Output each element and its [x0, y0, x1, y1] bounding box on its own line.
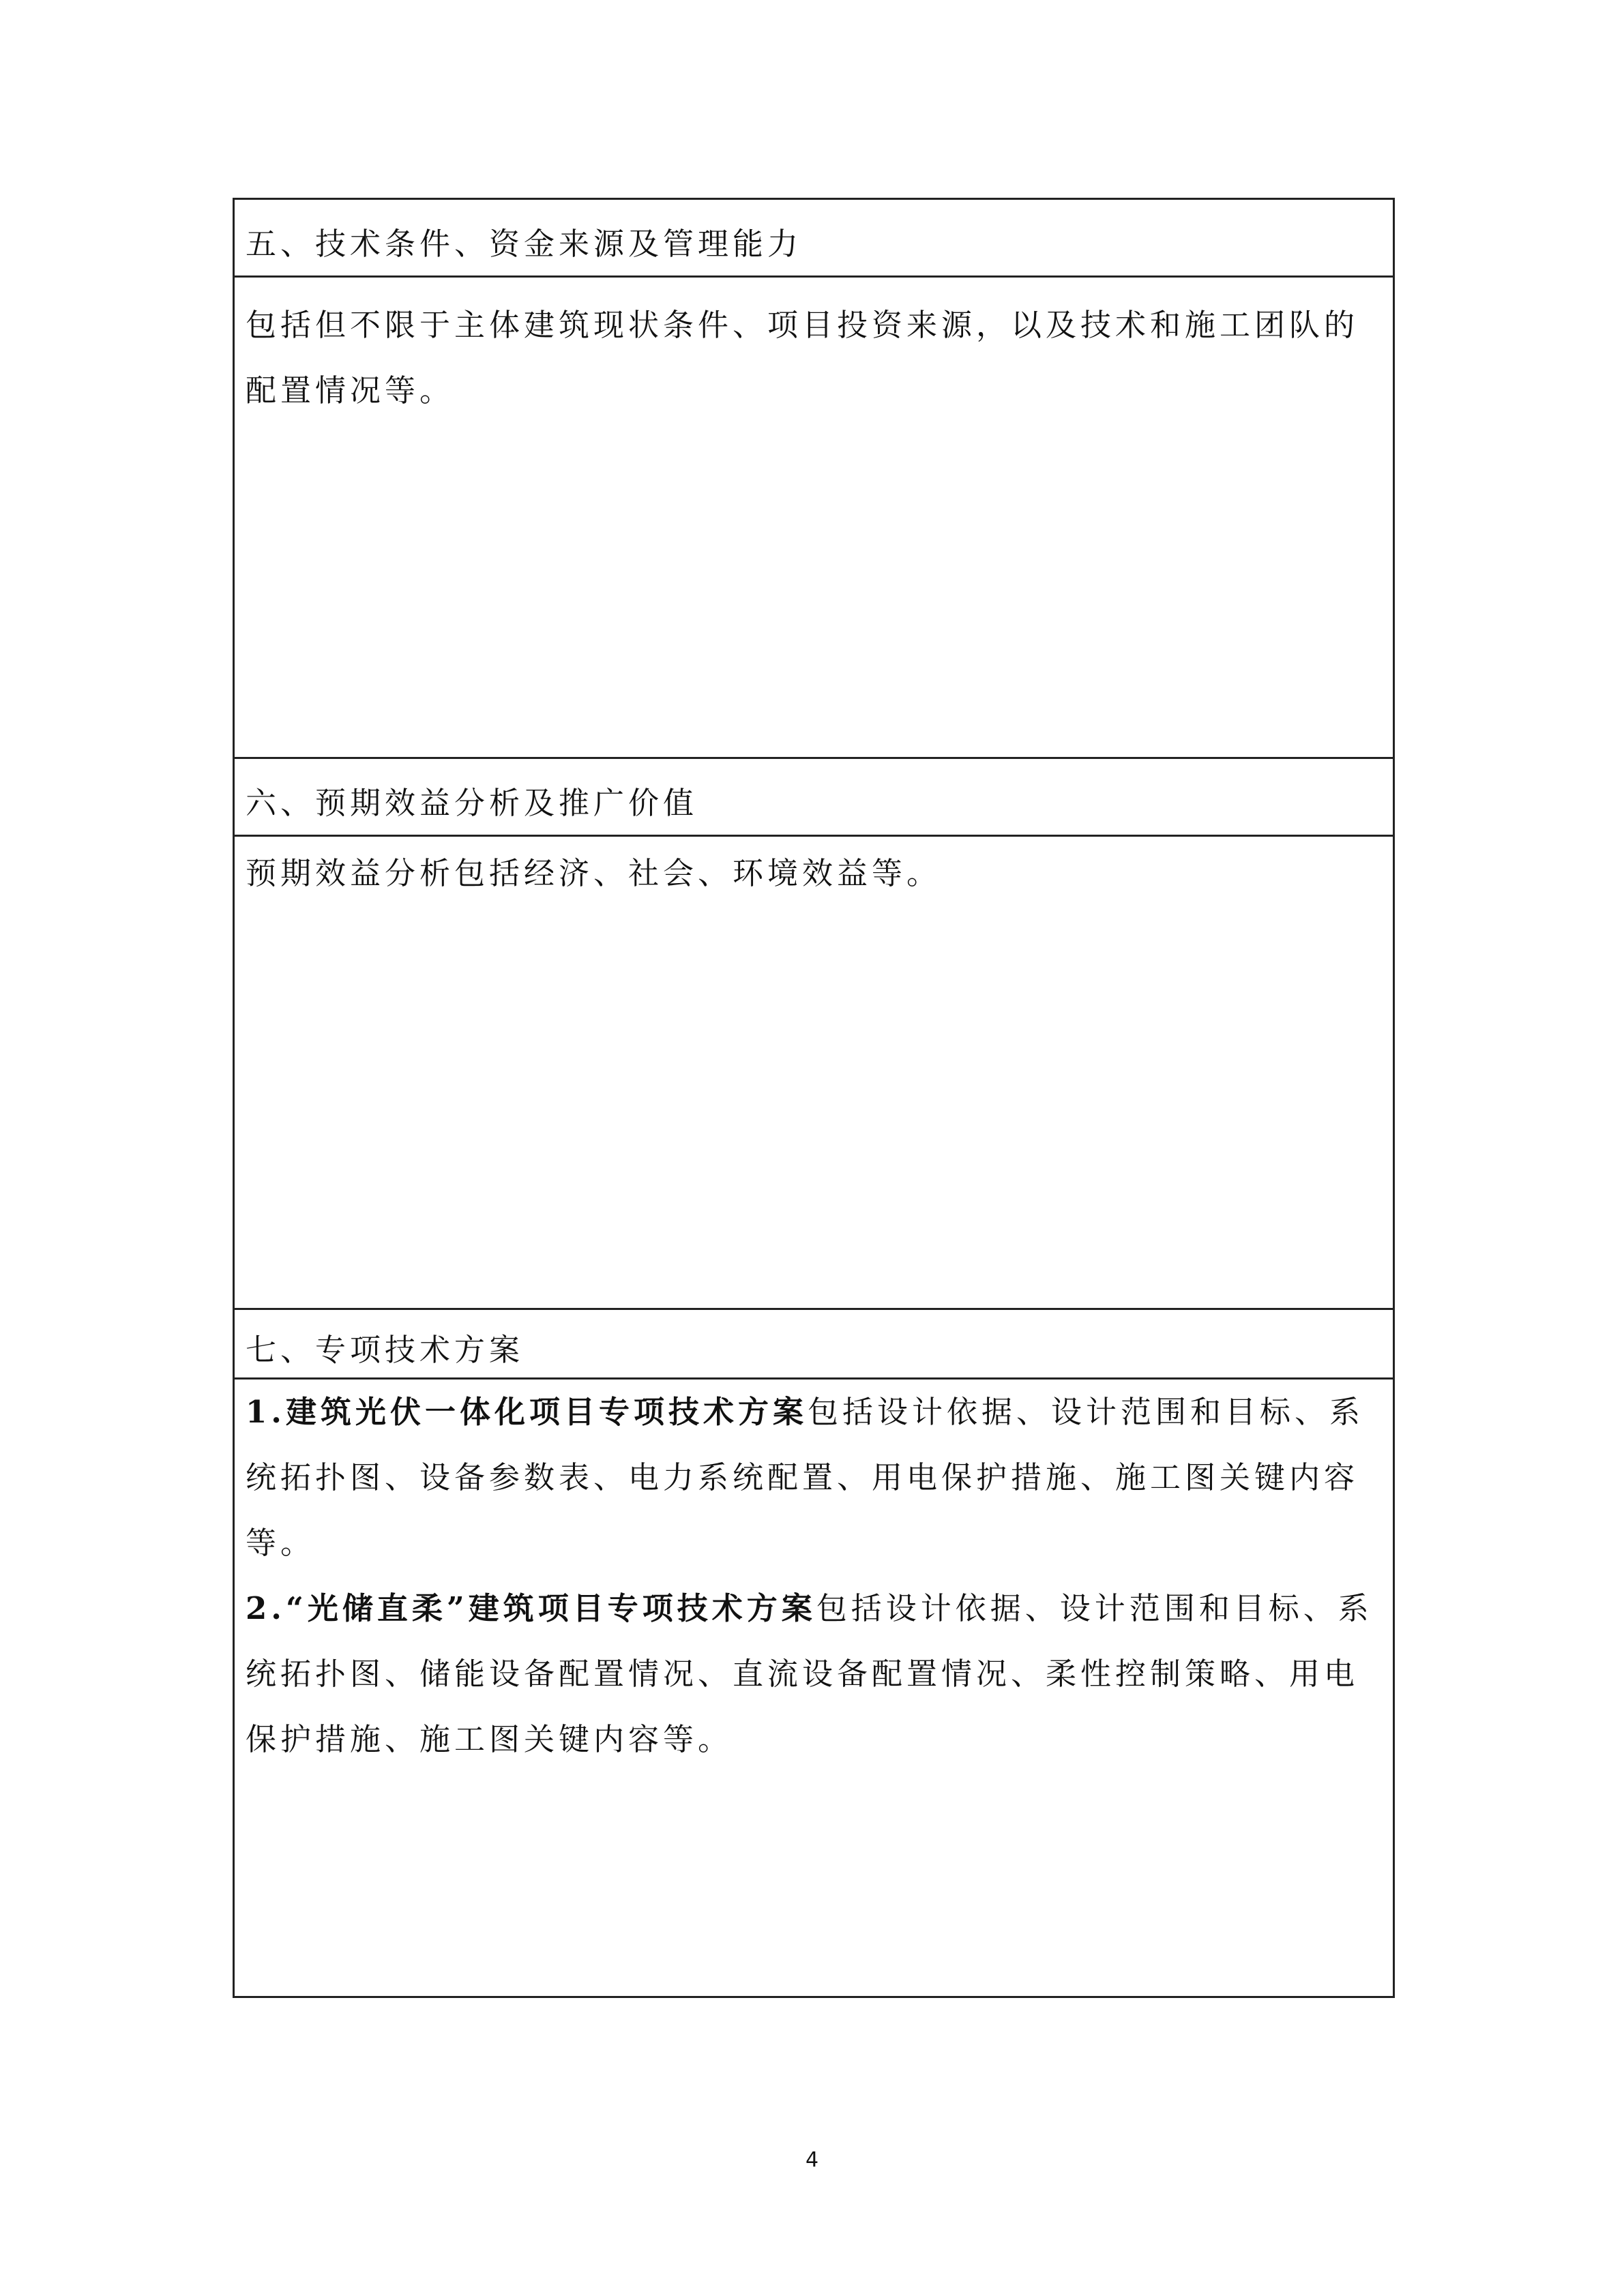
- section-7-item-2-text: 包括设计依据、设计范围和目标、系统拓扑图、储能设备配置情况、直流设备配置情况、柔性控制策略、用电保护措施、施工图关键内容等。: [246, 1590, 1373, 1757]
- section-5-header-row: [235, 200, 1393, 278]
- section-7-item-1-lead: 1.建筑光伏一体化项目专项技术方案: [246, 1394, 808, 1430]
- section-7-item-1-text: 包括设计依据、设计范围和目标、系统拓扑图、设备参数表、电力系统配置、用电保护措施、施工图关键内容等。: [246, 1394, 1364, 1561]
- section-7-item-2-lead: 2.“光储直柔”建筑项目专项技术方案: [246, 1590, 816, 1626]
- section-7-content: [246, 1380, 1383, 1772]
- section-7-header-row: [235, 1310, 1393, 1380]
- section-6-header-row: [235, 759, 1393, 837]
- section-7-body-row: [235, 1380, 1393, 1996]
- section-6-description: 预期效益分析包括经济、社会、环境效益等。: [246, 855, 942, 891]
- section-5-body-row: [235, 278, 1393, 759]
- section-7-item-1: [246, 1380, 1383, 1576]
- section-5-description: 包括但不限于主体建筑现状条件、项目投资来源，以及技术和施工团队的配置情况等。: [246, 307, 1359, 408]
- section-7-item-2: [246, 1576, 1383, 1772]
- section-6-body-row: [235, 837, 1393, 1310]
- section-7-title: 七、专项技术方案: [246, 1332, 525, 1368]
- page-number: 4: [805, 2148, 819, 2172]
- form-table: [233, 198, 1395, 1998]
- section-5-title: 五、技术条件、资金来源及管理能力: [246, 226, 803, 262]
- section-6-title: 六、预期效益分析及推广价值: [246, 785, 698, 821]
